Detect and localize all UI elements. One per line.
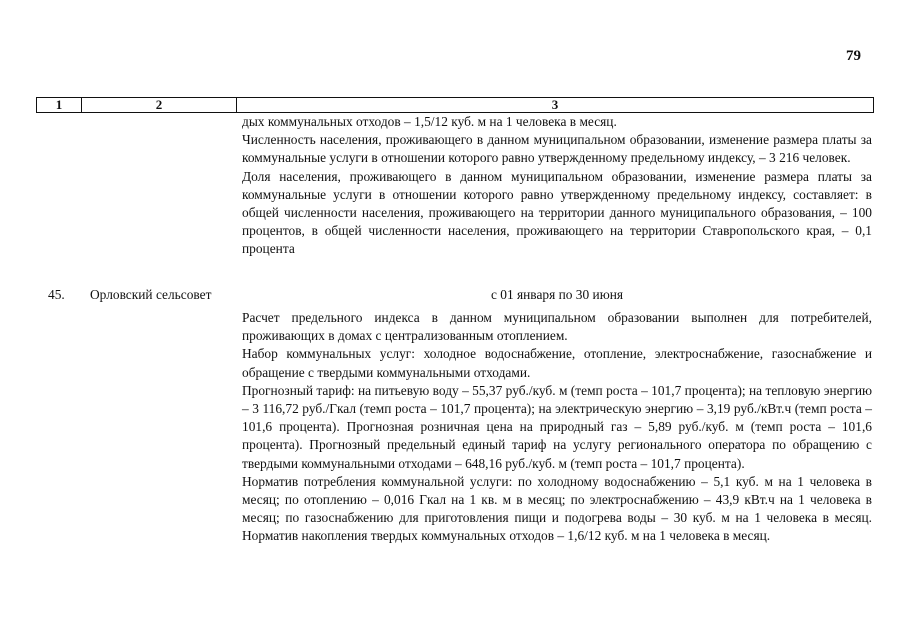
table-header-col-3: 3	[551, 97, 559, 112]
paragraph: Расчет предельного индекса в данном муниципальном образовании выполнен для потребителей, проживающих в домах с централизованным отоплением.	[242, 310, 872, 344]
continuation-text-block	[242, 113, 872, 259]
paragraph: дых коммунальных отходов – 1,5/12 куб. м на 1 человека в месяц.	[242, 114, 617, 129]
table-header-col-1: 1	[37, 98, 82, 112]
paragraph: Доля населения, проживающего в данном муниципальном образовании, изменение размера платы за коммунальные услуги в отношении которого равно утвержденному предельному индексу, составляет: в общей численности населения, проживающего на территории данного муниципального образования, – 100 процентов, в общей численности населения, проживающего на территории Ставропольского края, – 0,1 процента	[242, 168, 872, 257]
entry-text-block	[242, 309, 872, 546]
paragraph: Набор коммунальных услуг: холодное водоснабжение, отопление, электроснабжение, газоснабжение и обращение с твердыми коммунальными отходами.	[242, 346, 872, 380]
page-number: 79	[846, 48, 861, 64]
entry-period: с 01 января по 30 июня	[490, 287, 624, 302]
paragraph: Численность населения, проживающего в данном муниципальном образовании, изменение размера платы за коммунальные услуги в отношении которого равно утвержденному предельному индексу, – 3 216 человек.	[242, 132, 872, 166]
entry-number: 45.	[48, 287, 65, 302]
table-header-col-2: 2	[82, 98, 237, 112]
paragraph: Прогнозный тариф: на питьевую воду – 55,37 руб./куб. м (темп роста – 101,7 процента); на тепловую энергию – 3 116,72 руб./Гкал (темп роста – 101,7 процента); на электрическую энергию – 3,19 руб./кВт.ч (темп роста – 101,6 процента). Прогнозная розничная цена на природный газ – 5,89 руб./куб. м (темп роста – 101,6 процента). Прогнозный предельный единый тариф на услугу регионального оператора по обращению с твердыми коммунальными отходами – 648,16 руб./куб. м (темп роста – 101,7 процента).	[242, 382, 872, 471]
entry-municipality-name: Орловский сельсовет	[90, 287, 212, 302]
table-header-row	[36, 97, 874, 113]
paragraph: Норматив потребления коммунальной услуги: по холодному водоснабжению – 5,1 куб. м на 1 человека в месяц; по отоплению – 0,016 Гкал на 1 кв. м в месяц; по электроснабжению – 43,9 кВт.ч на 1 человека в месяц; по газоснабжению для приготовления пищи и подогрева воды – 30 куб. м на 1 человека в месяц. Норматив накопления твердых коммунальных отходов – 1,6/12 куб. м на 1 человека в месяц.	[242, 473, 872, 544]
